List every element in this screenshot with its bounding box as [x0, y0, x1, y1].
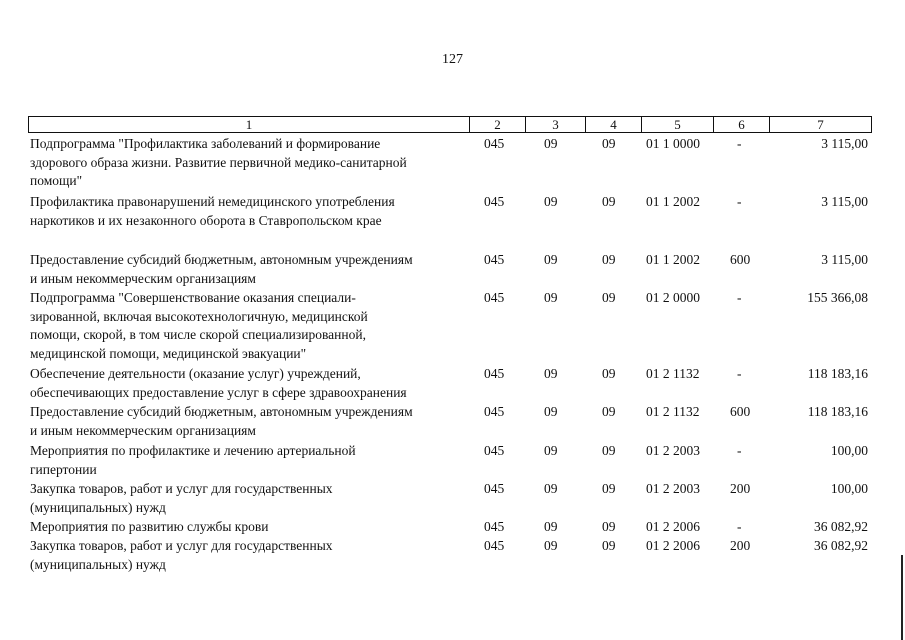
table-row	[30, 251, 872, 289]
cell-col6: 200	[730, 538, 751, 553]
cell-col5: 01 1 2002	[646, 194, 700, 209]
cell-col4: 09	[602, 404, 616, 419]
table-row	[30, 518, 872, 537]
column-header-5: 5	[641, 117, 713, 132]
cell-col5: 01 2 2006	[646, 519, 700, 534]
cell-col2: 045	[484, 252, 505, 267]
cell-col2: 045	[484, 290, 505, 305]
cell-col2: 045	[484, 481, 505, 496]
cell-col5: 01 1 2002	[646, 252, 700, 267]
cell-col6: -	[737, 366, 742, 381]
cell-col3: 09	[544, 443, 558, 458]
row-name: Подпрограмма "Профилактика заболеваний и формирование здорового образа жизни. Развитие первичной медико-санитарной помощи"	[30, 136, 407, 188]
cell-col5: 01 2 0000	[646, 290, 700, 305]
cell-col3: 09	[544, 366, 558, 381]
cell-col7: 118 183,16	[807, 366, 868, 381]
table-row	[30, 480, 872, 518]
cell-col2: 045	[484, 519, 505, 534]
cell-col5: 01 2 1132	[646, 404, 700, 419]
cell-col4: 09	[602, 194, 616, 209]
row-name: Предоставление субсидий бюджетным, автономным учреждениям и иным некоммерческим организациям	[30, 252, 413, 286]
row-name: Подпрограмма "Совершенствование оказания специали- зированной, включая высокотехнологичную, медицинской помощи, скорой, в том числе скорой специализированной, медицинской помощи, медицинской эвакуации"	[30, 290, 368, 361]
cell-col6: -	[737, 443, 742, 458]
cell-col3: 09	[544, 538, 558, 553]
cell-col6: 600	[730, 404, 751, 419]
table-row	[30, 289, 872, 365]
row-name: Мероприятия по профилактике и лечению артериальной гипертонии	[30, 443, 356, 477]
cell-col2: 045	[484, 194, 505, 209]
table-row	[30, 442, 872, 480]
cell-col3: 09	[544, 252, 558, 267]
cell-col7: 3 115,00	[821, 136, 868, 151]
cell-col6: -	[737, 136, 742, 151]
cell-col3: 09	[544, 519, 558, 534]
cell-col4: 09	[602, 443, 616, 458]
table-header	[28, 116, 872, 133]
cell-col2: 045	[484, 366, 505, 381]
cell-col6: 600	[730, 252, 751, 267]
table-row	[30, 135, 872, 193]
cell-col6: -	[737, 290, 742, 305]
column-header-6: 6	[713, 117, 769, 132]
cell-col5: 01 2 2003	[646, 443, 700, 458]
cell-col6: 200	[730, 481, 751, 496]
cell-col5: 01 1 0000	[646, 136, 700, 151]
row-name: Предоставление субсидий бюджетным, автономным учреждениям и иным некоммерческим организациям	[30, 404, 413, 438]
cell-col4: 09	[602, 481, 616, 496]
row-name: Профилактика правонарушений немедицинского употребления наркотиков и их незаконного оборота в Ставропольском крае	[30, 194, 395, 228]
column-header-1: 1	[245, 117, 253, 132]
cell-col5: 01 2 2006	[646, 538, 700, 553]
cell-col7: 36 082,92	[814, 538, 868, 553]
cell-col7: 36 082,92	[814, 519, 868, 534]
cell-col5: 01 2 2003	[646, 481, 700, 496]
cell-col7: 118 183,16	[807, 404, 868, 419]
cell-col4: 09	[602, 136, 616, 151]
cell-col4: 09	[602, 252, 616, 267]
cell-col7: 3 115,00	[821, 194, 868, 209]
cell-col3: 09	[544, 404, 558, 419]
cell-col7: 155 366,08	[807, 290, 868, 305]
cell-col4: 09	[602, 290, 616, 305]
cell-col2: 045	[484, 443, 505, 458]
cell-col6: -	[737, 194, 742, 209]
cell-col7: 100,00	[830, 481, 868, 496]
table-row	[30, 365, 872, 403]
cell-col2: 045	[484, 404, 505, 419]
table-body	[30, 135, 872, 575]
cell-col6: -	[737, 519, 742, 534]
scan-edge-line	[901, 555, 903, 640]
cell-col7: 100,00	[830, 443, 868, 458]
row-name: Закупка товаров, работ и услуг для государственных (муниципальных) нужд	[30, 538, 333, 572]
page-number: 127	[442, 52, 463, 67]
cell-col2: 045	[484, 136, 505, 151]
table-row	[30, 193, 872, 251]
column-header-3: 3	[525, 117, 585, 132]
table-row	[30, 537, 872, 575]
cell-col2: 045	[484, 538, 505, 553]
column-header-2: 2	[469, 117, 525, 132]
cell-col4: 09	[602, 366, 616, 381]
cell-col3: 09	[544, 290, 558, 305]
row-name: Обеспечение деятельности (оказание услуг) учреждений, обеспечивающих предоставление услуг в сфере здравоохранения	[30, 366, 407, 400]
column-header-7: 7	[769, 117, 871, 132]
row-name: Закупка товаров, работ и услуг для государственных (муниципальных) нужд	[30, 481, 333, 515]
cell-col5: 01 2 1132	[646, 366, 700, 381]
column-header-4: 4	[585, 117, 641, 132]
cell-col4: 09	[602, 538, 616, 553]
row-name: Мероприятия по развитию службы крови	[30, 519, 269, 534]
cell-col7: 3 115,00	[821, 252, 868, 267]
cell-col3: 09	[544, 194, 558, 209]
cell-col4: 09	[602, 519, 616, 534]
cell-col3: 09	[544, 481, 558, 496]
table-row	[30, 403, 872, 442]
cell-col3: 09	[544, 136, 558, 151]
